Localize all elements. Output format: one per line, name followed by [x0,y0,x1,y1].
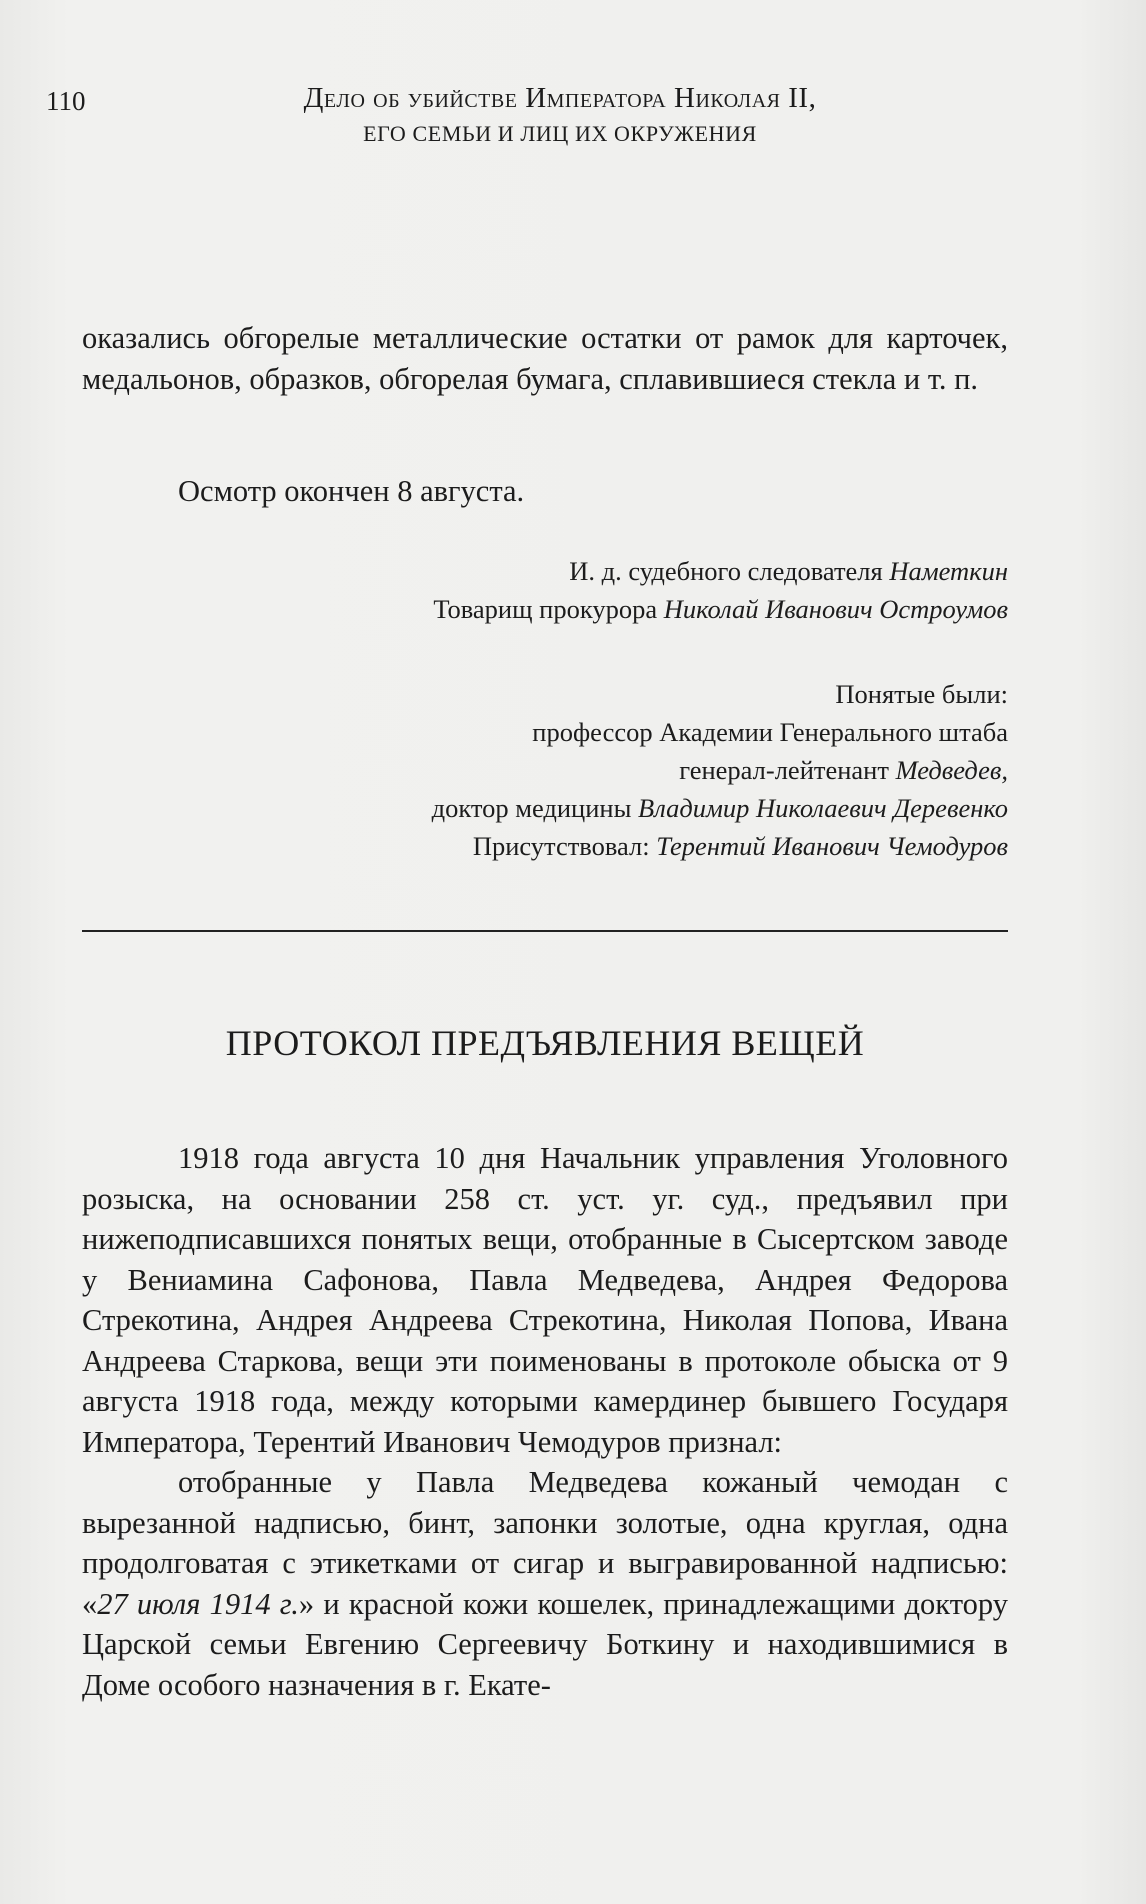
paragraph-date: 27 июля 1914 г. [97,1586,299,1621]
witness-line [432,789,1008,827]
inspection-end: Осмотр окончен 8 августа. [178,474,525,508]
witness-line [679,751,1008,789]
signature-role: И. д. судебного следователя [569,556,890,586]
witnesses-heading: Понятые были: [835,679,1008,709]
witness-name: Терентий Иванович Чемодуров [656,831,1008,861]
protocol-paragraph [82,1462,1008,1705]
signature-name: Николай Иванович Остроумов [663,594,1008,624]
signature-prosecutor [433,590,1008,628]
intro-block [82,318,1008,399]
paragraph-text: » и красной кожи кошелек, принадлежащими доктору Царской семьи Евгению Сергеевичу Боткину и находившимися в Доме особого назначения в г. Екате- [82,1586,1008,1702]
witness-role: Присутствовал: [472,831,657,861]
witness-line [532,713,1008,751]
witness-line [473,827,1008,865]
signature-investigator [569,552,1008,590]
witness-name: Медведев, [895,755,1008,785]
signature-name: Наметкин [889,556,1008,586]
witness-name: Владимир Николаевич Деревенко [638,793,1008,823]
running-head-line1: Дело об убийстве Императора Николая II, [303,82,817,114]
protocol-body [82,1138,1008,1705]
intro-paragraph: оказались обгорелые металлические остатки от рамок для карточек, медальонов, образков, обгорелая бумага, сплавившиеся стекла и т. п. [82,321,1008,396]
page-number: 110 [46,86,86,116]
section-divider [82,930,1008,932]
paragraph-text: отобранные у Павла Медведева кожаный чемодан с вырезанной надписью, бинт, запонки золотые, одна круглая, одна продолговатая с этикетками от сигар и выгравированной надписью: « [82,1465,1008,1621]
witness-role: доктор медицины [431,793,639,823]
protocol-paragraph: 1918 года августа 10 дня Начальник управления Уголовного розыска, на основании 258 ст. уст. уг. суд., предъявил при нижеподписавшихся понятых вещи, отобранные в Сысертском заводе у Вениамина Сафонова, Павла Медведева, Андрея Федорова Стрекотина, Андрея Андреева Стрекотина, Николая Попова, Ивана Андреева Старкова, вещи эти поименованы в протоколе обыска от 9 августа 1918 года, между которыми камердинер бывшего Государя Императора, Терентий Иванович Чемодуров признал: [82,1141,1008,1459]
section-title: ПРОТОКОЛ ПРЕДЪЯВЛЕНИЯ ВЕЩЕЙ [225,1023,865,1063]
witness-role: генерал-лейтенант [679,755,896,785]
witness-role: профессор Академии Генерального штаба [532,717,1008,747]
running-head [150,80,970,152]
signature-role: Товарищ прокурора [433,594,664,624]
running-head-line2: ЕГО СЕМЬИ И ЛИЦ ИХ ОКРУЖЕНИЯ [363,121,757,146]
